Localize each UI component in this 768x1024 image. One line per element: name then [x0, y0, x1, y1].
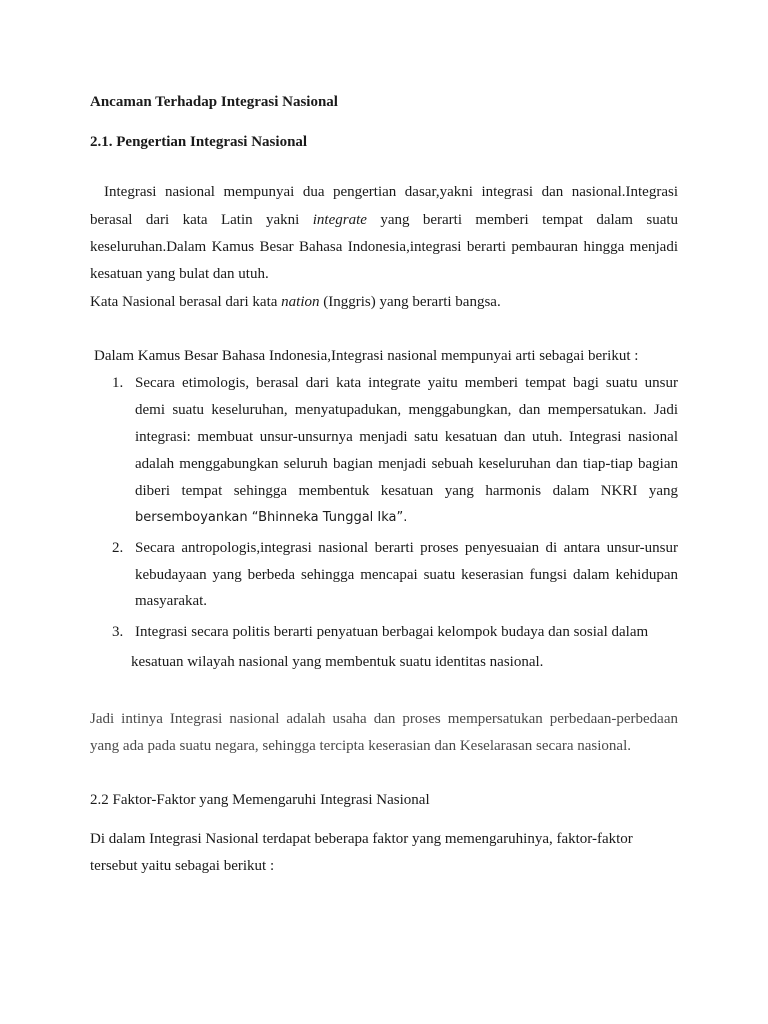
para2-pre: Kata Nasional berasal dari kata [90, 294, 278, 310]
list-item-3-line2: kesatuan wilayah nasional yang membentuk suatu identitas nasional. [131, 654, 544, 670]
para1-line4: kesatuan yang bulat dan utuh. [90, 266, 269, 282]
para2-italic-nation: nation [281, 294, 320, 310]
para1-line2-post: yang berarti memberi tempat dalam suatu [380, 212, 679, 228]
list-item-3-line1: Integrasi secara politis berarti penyatuan berbagai kelompok budaya dan sosial dalam [135, 624, 649, 640]
section-heading-2-1: 2.1. Pengertian Integrasi Nasional [90, 134, 308, 150]
para1-line2 [90, 210, 678, 230]
conclusion-line1: Jadi intinya Integrasi nasional adalah usaha dan proses mempersatukan perbedaan-perbedaan [90, 711, 678, 727]
para2-post: (Inggris) yang berarti bangsa. [323, 294, 501, 310]
conclusion-line2: yang ada pada suatu negara, sehingga tercipta keserasian dan Keselarasan secara nasional. [90, 738, 631, 754]
list-item-1-line6: bersemboyankan “Bhinneka Tunggal Ika”. [135, 510, 408, 525]
list-item-1-line4: adalah menggabungkan seluruh bagian menjadi sebuah keseluruhan dan tiap-tiap bagian [135, 456, 678, 472]
list-item-1-line3: integrasi: membuat unsur-unsurnya menjadi satu kesatuan dan utuh. Integrasi nasional [135, 429, 678, 445]
list-item-2-line2: kebudayaan yang berbeda sehingga mencapai suatu keserasian fungsi dalam kehidupan [135, 567, 678, 583]
list-number-3: 3. [112, 624, 124, 640]
para1-italic-integrate: integrate [312, 212, 367, 228]
para1-line1: Integrasi nasional mempunyai dua pengertian dasar,yakni integrasi dan nasional.Integrasi [104, 184, 678, 200]
para2 [90, 292, 501, 312]
section-heading-2-2: 2.2 Faktor-Faktor yang Memengaruhi Integrasi Nasional [90, 792, 430, 808]
list-item-1-line1: Secara etimologis, berasal dari kata integrate yaitu memberi tempat bagi suatu unsur [135, 375, 678, 391]
list-number-1: 1. [112, 375, 124, 391]
para1-line2-pre: berasal dari kata Latin yakni [90, 212, 300, 228]
section2-para-line2: tersebut yaitu sebagai berikut : [90, 858, 275, 874]
para1-line3: keseluruhan.Dalam Kamus Besar Bahasa Indonesia,integrasi berarti pembauran hingga menjadi [90, 239, 678, 255]
list-item-1-line2: demi suatu keseluruhan, menyatupadukan, menggabungkan, dan mempersatukan. Jadi [135, 402, 678, 418]
list-item-2-line3: masyarakat. [135, 593, 208, 609]
list-number-2: 2. [112, 540, 124, 556]
list-item-1-line5: diberi tempat sehingga membentuk kesatuan yang harmonis dalam NKRI yang [135, 483, 678, 499]
list-item-2-line1: Secara antropologis,integrasi nasional berarti proses penyesuaian di antara unsur-unsur [135, 540, 678, 556]
document-title: Ancaman Terhadap Integrasi Nasional [90, 94, 338, 110]
section2-para-line1: Di dalam Integrasi Nasional terdapat beberapa faktor yang memengaruhinya, faktor-faktor [90, 831, 633, 847]
list-intro: Dalam Kamus Besar Bahasa Indonesia,Integrasi nasional mempunyai arti sebagai berikut : [94, 348, 639, 364]
